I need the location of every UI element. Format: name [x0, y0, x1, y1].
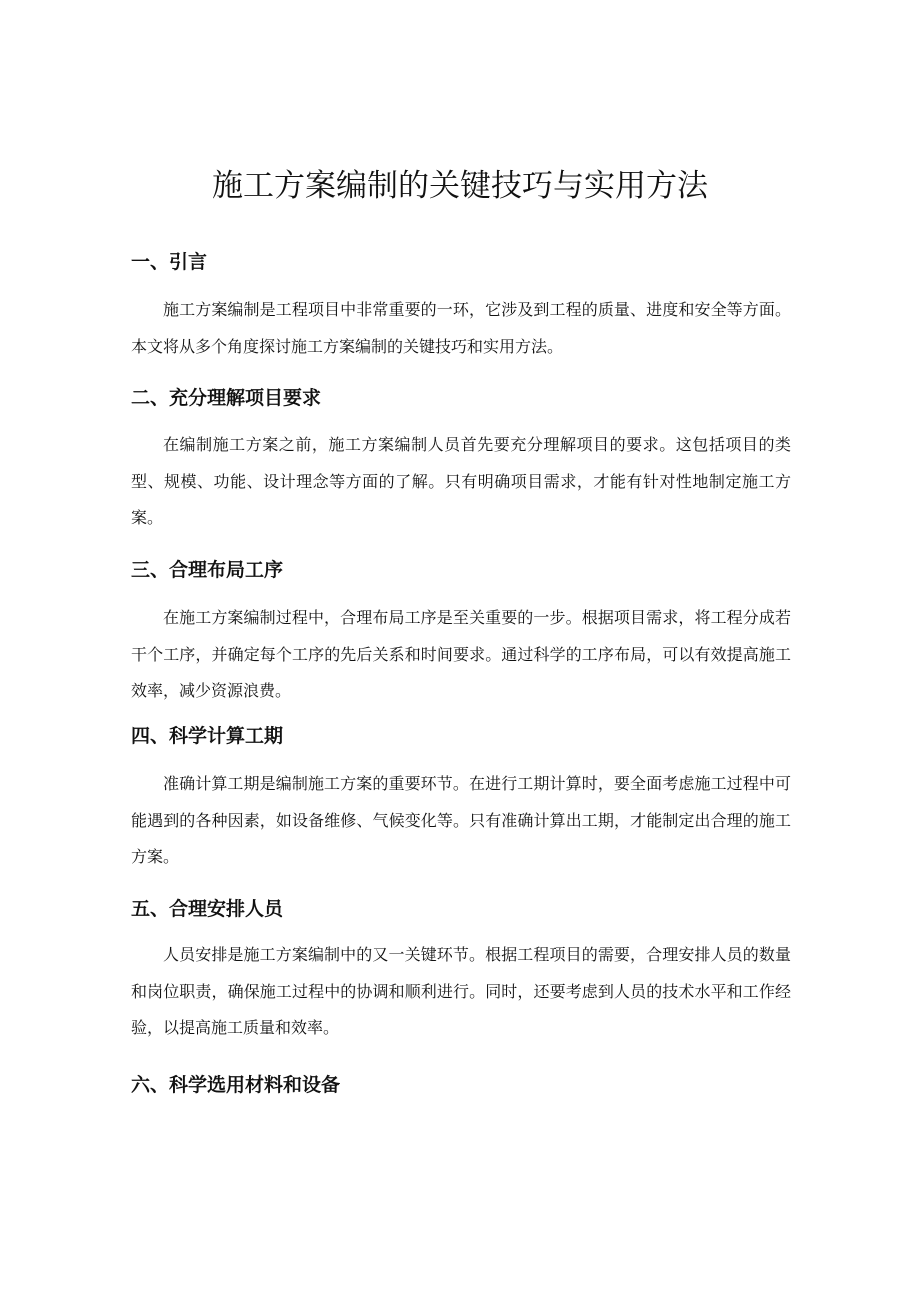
section-paragraph-staffing: 人员安排是施工方案编制中的又一关键环节。根据工程项目的需要，合理安排人员的数量和岗位职责，确保施工过程中的协调和顺利进行。同时，还要考虑到人员的技术水平和工作经验，以提高施工质量和效率。	[131, 945, 791, 1037]
document-title: 施工方案编制的关键技巧与实用方法	[212, 168, 708, 204]
section-paragraph-process-layout: 在施工方案编制过程中，合理布局工序是至关重要的一步。根据项目需求，将工程分成若干个工序，并确定每个工序的先后关系和时间要求。通过科学的工序布局，可以有效提高施工效率，减少资源浪费。	[131, 608, 791, 700]
section-heading-process-layout: 三、合理布局工序	[131, 559, 284, 581]
section-heading-staffing: 五、合理安排人员	[131, 898, 284, 920]
section-heading-introduction: 一、引言	[131, 251, 208, 273]
section-paragraph-project-requirements: 在编制施工方案之前，施工方案编制人员首先要充分理解项目的要求。这包括项目的类型、规模、功能、设计理念等方面的了解。只有明确项目需求，才能有针对性地制定施工方案。	[131, 435, 791, 527]
section-paragraph-introduction: 施工方案编制是工程项目中非常重要的一环，它涉及到工程的质量、进度和安全等方面。本文将从多个角度探讨施工方案编制的关键技巧和实用方法。	[131, 300, 791, 356]
section-heading-project-requirements: 二、充分理解项目要求	[131, 387, 322, 409]
section-heading-materials-equipment: 六、科学选用材料和设备	[131, 1074, 341, 1096]
section-heading-schedule-calculation: 四、科学计算工期	[131, 725, 284, 747]
section-paragraph-schedule-calculation: 准确计算工期是编制施工方案的重要环节。在进行工期计算时，要全面考虑施工过程中可能遇到的各种因素，如设备维修、气候变化等。只有准确计算出工期，才能制定出合理的施工方案。	[131, 774, 791, 866]
